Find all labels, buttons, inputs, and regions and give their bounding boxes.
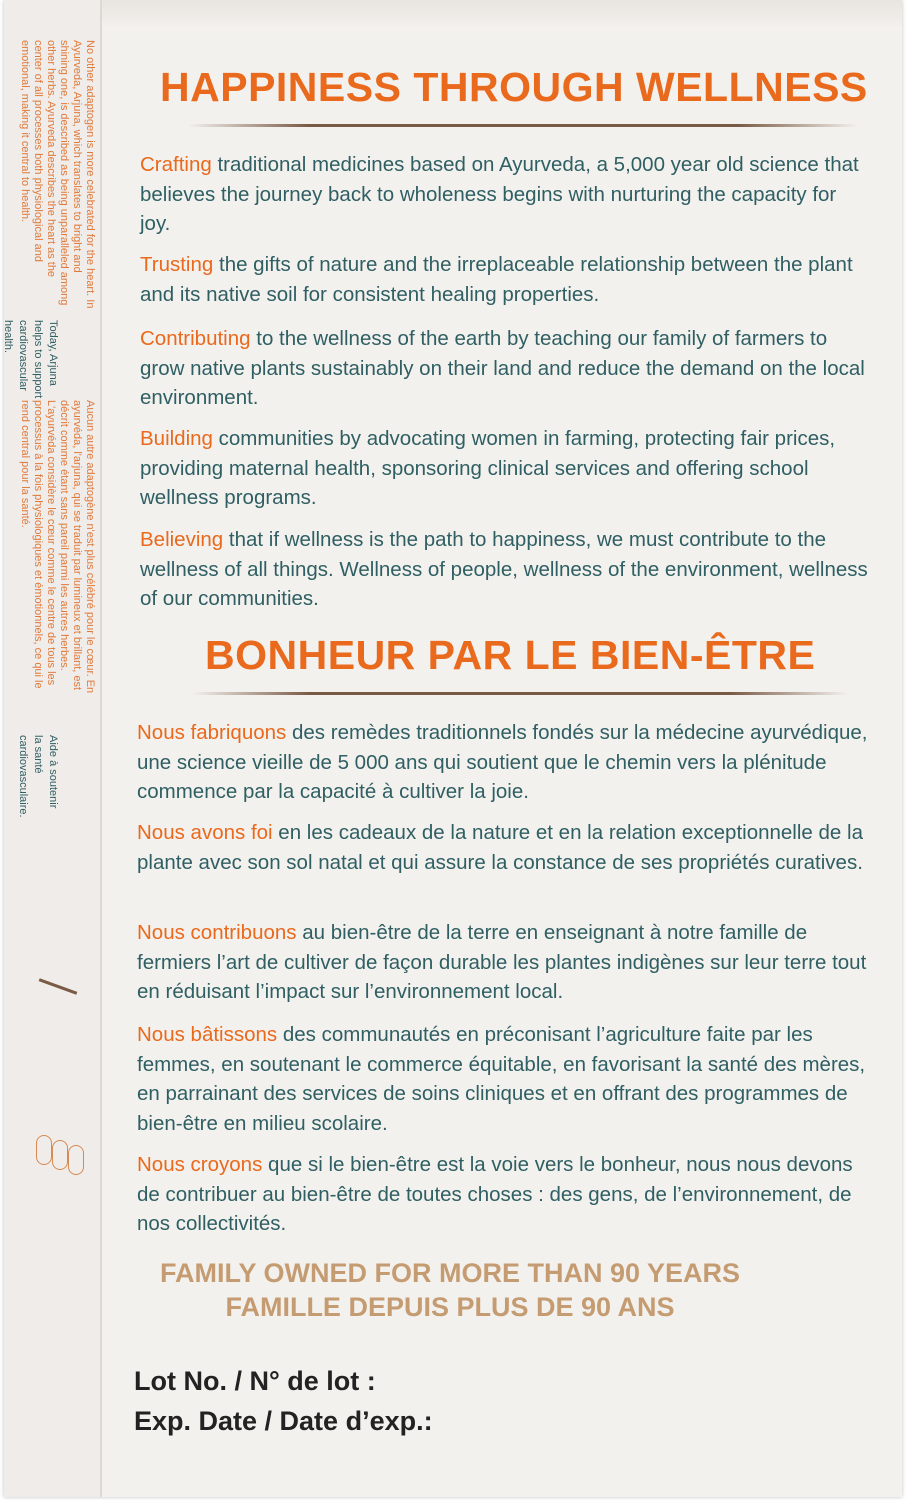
french-paragraph-4: Nous bâtissons des communautés en préconisant l’agriculture faite par les femmes, en soutenant le commerce équitable, en favorisant la santé des mères, en parrainant des services de soins cliniques et en offrant des programmes de bien-être en milieu scolaire. [137, 1023, 866, 1135]
english-paragraph-2: Trusting the gifts of nature and the irreplaceable relationship between the plant and its native soil for consistent healing properties. [140, 253, 853, 306]
side-text-block-4: Aide à soutenir la santé cardiovasculaire. [17, 735, 59, 818]
family-owned-en: FAMILY OWNED FOR MORE THAN 90 YEARS [159, 1258, 741, 1288]
expiry-date-label: Exp. Date / Date d’exp.: [134, 1406, 433, 1436]
lot-number-label: Lot No. / N° de lot : [134, 1366, 376, 1396]
french-paragraph-2: Nous avons foi en les cadeaux de la nature et en la relation exceptionnelle de la plante avec son sol natal et qui assure la constance de ses propriétés curatives. [137, 821, 863, 874]
english-paragraph-3: Contributing to the wellness of the earth by teaching our family of farmers to grow native plants sustainably on their land and reduce the demand on the local environment. [140, 327, 865, 409]
side-text-block-3: Aucun autre adaptogène n'est plus célébré pour le cœur. En ayurvéda, l'arjuna, qui se traduit par lumineux et brillant, est décrit comme étant sans pareil parmi les autres herbes. L'ayurvéda considère le cœur comme le centre de tous les processus à la fois physiologiques et émotionnels, ce qui le rend central pour la santé. [19, 400, 96, 694]
recycle-symbol-icon [52, 1140, 68, 1170]
english-paragraph-5: Believing that if wellness is the path to happiness, we must contribute to the wellness of all things. Wellness of people, wellness of the environment, wellness of our communities. [140, 528, 868, 610]
french-heading-rule [192, 692, 848, 695]
english-paragraph-1: Crafting traditional medicines based on Ayurveda, a 5,000 year old science that believes the journey back to wholeness begins with nurturing the capacity for joy. [140, 153, 859, 235]
english-heading-rule [188, 124, 858, 127]
english-heading: HAPPINESS THROUGH WELLNESS [160, 64, 868, 110]
french-paragraph-5: Nous croyons que si le bien-être est la voie vers le bonheur, nous nous devons de contribuer au bien-être de toutes choses : des gens, de l’environnement, de nos collectivités. [137, 1153, 853, 1235]
recycle-symbol-icon [36, 1135, 52, 1165]
recycle-symbol-icon [68, 1145, 84, 1175]
french-paragraph-3: Nous contribuons au bien-être de la terre en enseignant à notre famille de fermiers l’art de cultiver de façon durable les plantes indigènes sur leur terre tout en réduisant l’impact sur l’environnement local. [137, 921, 867, 1003]
side-text-block-1: No other adaptogen is more celebrated for the heart. In Ayurveda, Arjuna, which translates to bright and shining one, is described as being unparalleled among other herbs. Ayurveda describes the heart as the center of all processes both physiological and emotional, making it central to health. [19, 40, 96, 309]
family-owned-fr: FAMILLE DEPUIS PLUS DE 90 ANS [225, 1292, 675, 1322]
top-flap-edge [102, 0, 902, 30]
side-text-block-2: Today, Arjuna helps to support cardiovascular health. [2, 320, 59, 399]
side-divider [39, 978, 78, 994]
english-paragraph-4: Building communities by advocating women in farming, protecting fair prices, providing maternal health, sponsoring clinical services and offering school wellness programs. [140, 427, 836, 509]
french-paragraph-1: Nous fabriquons des remèdes traditionnels fondés sur la médecine ayurvédique, une science vieille de 5 000 ans qui soutient que le chemin vers la plénitude commence par la capacité à cultiver la joie. [137, 721, 868, 803]
french-heading: BONHEUR PAR LE BIEN-ÊTRE [205, 632, 816, 678]
